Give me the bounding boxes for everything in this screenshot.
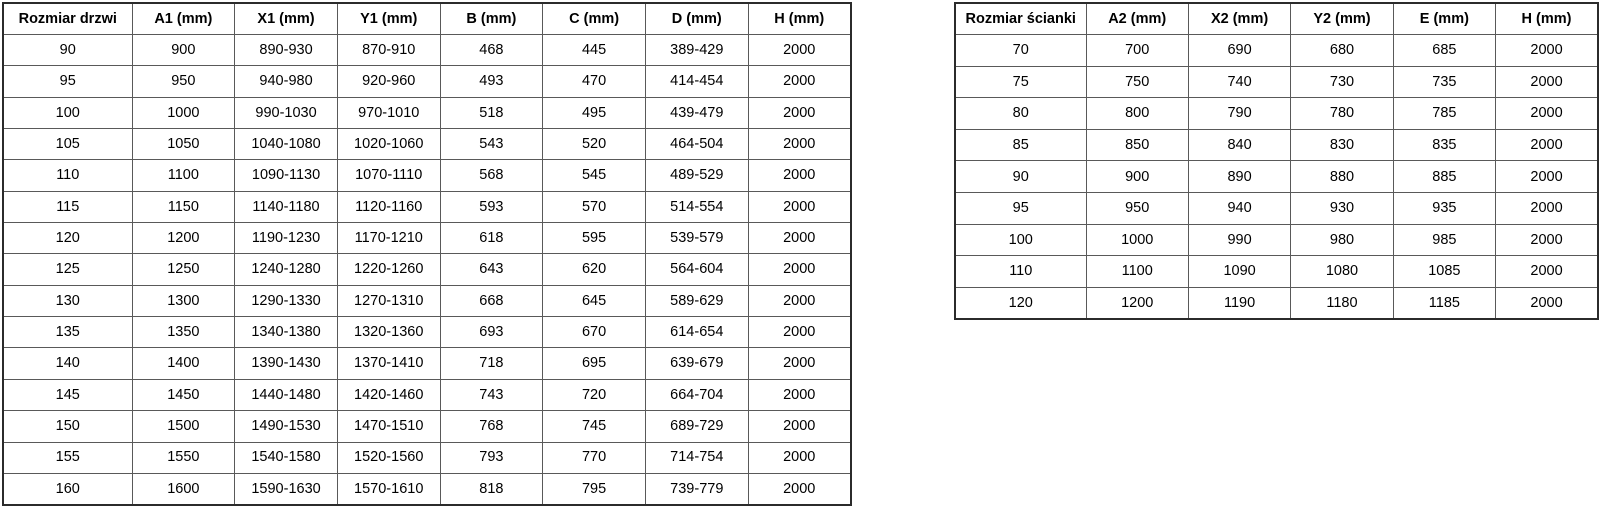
table-cell: 885 [1393,161,1495,193]
table-cell: 1340-1380 [235,317,338,348]
table-cell: 130 [3,285,132,316]
table-cell: 645 [543,285,646,316]
table-cell: 795 [543,473,646,504]
column-header: C (mm) [543,3,646,34]
table-cell: 90 [3,34,132,65]
table-cell: 120 [3,223,132,254]
table-cell: 2000 [1496,98,1598,130]
table-cell: 620 [543,254,646,285]
table-cell: 2000 [748,285,851,316]
column-header: H (mm) [1496,3,1598,35]
table-row [3,473,851,504]
table-row [955,224,1598,256]
table-cell: 985 [1393,224,1495,256]
table-cell: 818 [440,473,543,504]
table-cell: 1100 [1086,256,1188,288]
table-cell: 493 [440,66,543,97]
wall-size-table [954,2,1599,320]
table-cell: 2000 [748,411,851,442]
table-cell: 1440-1480 [235,379,338,410]
table-cell: 2000 [748,317,851,348]
table-cell: 1140-1180 [235,191,338,222]
table-cell: 1000 [132,97,235,128]
table-cell: 489-529 [645,160,748,191]
table-cell: 880 [1291,161,1393,193]
table-cell: 110 [3,160,132,191]
table-cell: 570 [543,191,646,222]
table-cell: 1250 [132,254,235,285]
table-cell: 520 [543,128,646,159]
door-table-header-row [3,3,851,34]
table-cell: 70 [955,35,1086,67]
table-cell: 155 [3,442,132,473]
table-cell: 464-504 [645,128,748,159]
table-cell: 125 [3,254,132,285]
table-cell: 568 [440,160,543,191]
table-cell: 785 [1393,98,1495,130]
table-cell: 900 [132,34,235,65]
table-cell: 2000 [748,97,851,128]
table-cell: 110 [955,256,1086,288]
table-cell: 743 [440,379,543,410]
table-cell: 2000 [748,128,851,159]
table-cell: 618 [440,223,543,254]
table-cell: 135 [3,317,132,348]
table-cell: 1070-1110 [337,160,440,191]
table-cell: 160 [3,473,132,504]
table-cell: 439-479 [645,97,748,128]
table-cell: 900 [1086,161,1188,193]
table-cell: 1220-1260 [337,254,440,285]
table-row [955,98,1598,130]
table-cell: 543 [440,128,543,159]
table-cell: 2000 [1496,161,1598,193]
table-cell: 1090 [1188,256,1290,288]
table-cell: 595 [543,223,646,254]
table-cell: 685 [1393,35,1495,67]
table-row [955,287,1598,319]
table-row [3,411,851,442]
table-cell: 1520-1560 [337,442,440,473]
table-cell: 468 [440,34,543,65]
table-cell: 2000 [748,442,851,473]
table-cell: 950 [132,66,235,97]
table-row [3,160,851,191]
table-cell: 680 [1291,35,1393,67]
table-cell: 2000 [748,223,851,254]
table-row [3,348,851,379]
table-cell: 750 [1086,66,1188,98]
table-row [3,317,851,348]
column-header: Y1 (mm) [337,3,440,34]
wall-table-header-row [955,3,1598,35]
table-row [3,254,851,285]
table-cell: 115 [3,191,132,222]
table-cell: 1420-1460 [337,379,440,410]
table-cell: 1050 [132,128,235,159]
table-cell: 1350 [132,317,235,348]
table-cell: 735 [1393,66,1495,98]
table-cell: 564-604 [645,254,748,285]
table-cell: 1570-1610 [337,473,440,504]
table-cell: 689-729 [645,411,748,442]
table-cell: 2000 [748,160,851,191]
table-cell: 930 [1291,193,1393,225]
table-cell: 2000 [1496,193,1598,225]
table-cell: 1540-1580 [235,442,338,473]
table-cell: 890-930 [235,34,338,65]
column-header: A1 (mm) [132,3,235,34]
table-cell: 1040-1080 [235,128,338,159]
table-cell: 870-910 [337,34,440,65]
table-cell: 1085 [1393,256,1495,288]
table-cell: 1100 [132,160,235,191]
column-header: X1 (mm) [235,3,338,34]
table-cell: 693 [440,317,543,348]
table-cell: 2000 [1496,256,1598,288]
table-cell: 1150 [132,191,235,222]
table-cell: 714-754 [645,442,748,473]
table-cell: 739-779 [645,473,748,504]
table-cell: 1390-1430 [235,348,338,379]
table-cell: 1500 [132,411,235,442]
table-cell: 668 [440,285,543,316]
column-header: E (mm) [1393,3,1495,35]
table-cell: 1290-1330 [235,285,338,316]
table-row [955,35,1598,67]
table-row [955,161,1598,193]
table-cell: 940 [1188,193,1290,225]
wall-table-body [955,35,1598,319]
table-cell: 589-629 [645,285,748,316]
table-cell: 2000 [1496,35,1598,67]
table-cell: 1180 [1291,287,1393,319]
table-cell: 1090-1130 [235,160,338,191]
table-cell: 830 [1291,129,1393,161]
table-cell: 150 [3,411,132,442]
table-cell: 1400 [132,348,235,379]
door-table-body [3,34,851,504]
table-cell: 1550 [132,442,235,473]
table-cell: 1185 [1393,287,1495,319]
table-cell: 1470-1510 [337,411,440,442]
table-cell: 85 [955,129,1086,161]
table-cell: 835 [1393,129,1495,161]
table-cell: 664-704 [645,379,748,410]
column-header: Y2 (mm) [1291,3,1393,35]
table-cell: 140 [3,348,132,379]
table-cell: 80 [955,98,1086,130]
table-cell: 695 [543,348,646,379]
table-cell: 2000 [748,254,851,285]
table-row [955,129,1598,161]
table-cell: 593 [440,191,543,222]
table-cell: 770 [543,442,646,473]
table-cell: 2000 [1496,287,1598,319]
table-cell: 145 [3,379,132,410]
table-cell: 2000 [748,191,851,222]
table-cell: 2000 [748,34,851,65]
table-row [3,223,851,254]
table-cell: 2000 [1496,129,1598,161]
table-cell: 614-654 [645,317,748,348]
table-cell: 730 [1291,66,1393,98]
table-cell: 793 [440,442,543,473]
table-cell: 2000 [1496,66,1598,98]
table-cell: 105 [3,128,132,159]
table-cell: 2000 [748,66,851,97]
table-row [3,66,851,97]
table-cell: 790 [1188,98,1290,130]
table-cell: 1600 [132,473,235,504]
table-cell: 545 [543,160,646,191]
column-header: X2 (mm) [1188,3,1290,35]
table-row [3,379,851,410]
table-cell: 1020-1060 [337,128,440,159]
table-cell: 840 [1188,129,1290,161]
table-row [955,66,1598,98]
table-cell: 514-554 [645,191,748,222]
table-cell: 2000 [748,473,851,504]
column-header: Rozmiar ścianki [955,3,1086,35]
table-cell: 740 [1188,66,1290,98]
table-cell: 2000 [748,379,851,410]
table-cell: 518 [440,97,543,128]
table-row [3,128,851,159]
table-row [955,256,1598,288]
table-cell: 720 [543,379,646,410]
table-row [3,191,851,222]
table-cell: 1190-1230 [235,223,338,254]
table-cell: 2000 [1496,224,1598,256]
table-cell: 1200 [1086,287,1188,319]
table-cell: 990-1030 [235,97,338,128]
table-row [3,34,851,65]
table-cell: 920-960 [337,66,440,97]
table-row [3,97,851,128]
table-cell: 970-1010 [337,97,440,128]
table-cell: 1450 [132,379,235,410]
column-header: Rozmiar drzwi [3,3,132,34]
table-cell: 700 [1086,35,1188,67]
table-cell: 95 [955,193,1086,225]
table-cell: 495 [543,97,646,128]
table-cell: 1270-1310 [337,285,440,316]
table-cell: 850 [1086,129,1188,161]
table-cell: 980 [1291,224,1393,256]
table-cell: 1080 [1291,256,1393,288]
table-cell: 90 [955,161,1086,193]
table-cell: 1120-1160 [337,191,440,222]
table-cell: 470 [543,66,646,97]
table-cell: 768 [440,411,543,442]
table-cell: 1240-1280 [235,254,338,285]
table-cell: 1320-1360 [337,317,440,348]
table-cell: 75 [955,66,1086,98]
column-header: H (mm) [748,3,851,34]
table-cell: 1200 [132,223,235,254]
table-cell: 100 [955,224,1086,256]
column-header: B (mm) [440,3,543,34]
table-row [955,193,1598,225]
table-cell: 935 [1393,193,1495,225]
table-cell: 670 [543,317,646,348]
table-cell: 1370-1410 [337,348,440,379]
table-cell: 1590-1630 [235,473,338,504]
column-header: A2 (mm) [1086,3,1188,35]
table-cell: 1190 [1188,287,1290,319]
table-cell: 990 [1188,224,1290,256]
table-cell: 639-679 [645,348,748,379]
table-row [3,442,851,473]
table-cell: 1170-1210 [337,223,440,254]
table-cell: 950 [1086,193,1188,225]
table-cell: 745 [543,411,646,442]
table-cell: 643 [440,254,543,285]
table-cell: 800 [1086,98,1188,130]
table-cell: 940-980 [235,66,338,97]
table-cell: 718 [440,348,543,379]
table-row [3,285,851,316]
table-cell: 1490-1530 [235,411,338,442]
table-cell: 389-429 [645,34,748,65]
table-cell: 780 [1291,98,1393,130]
table-cell: 890 [1188,161,1290,193]
table-cell: 445 [543,34,646,65]
table-cell: 2000 [748,348,851,379]
table-cell: 1300 [132,285,235,316]
door-size-table [2,2,852,506]
table-cell: 120 [955,287,1086,319]
table-cell: 414-454 [645,66,748,97]
table-cell: 1000 [1086,224,1188,256]
table-cell: 100 [3,97,132,128]
column-header: D (mm) [645,3,748,34]
table-cell: 539-579 [645,223,748,254]
table-cell: 95 [3,66,132,97]
table-cell: 690 [1188,35,1290,67]
